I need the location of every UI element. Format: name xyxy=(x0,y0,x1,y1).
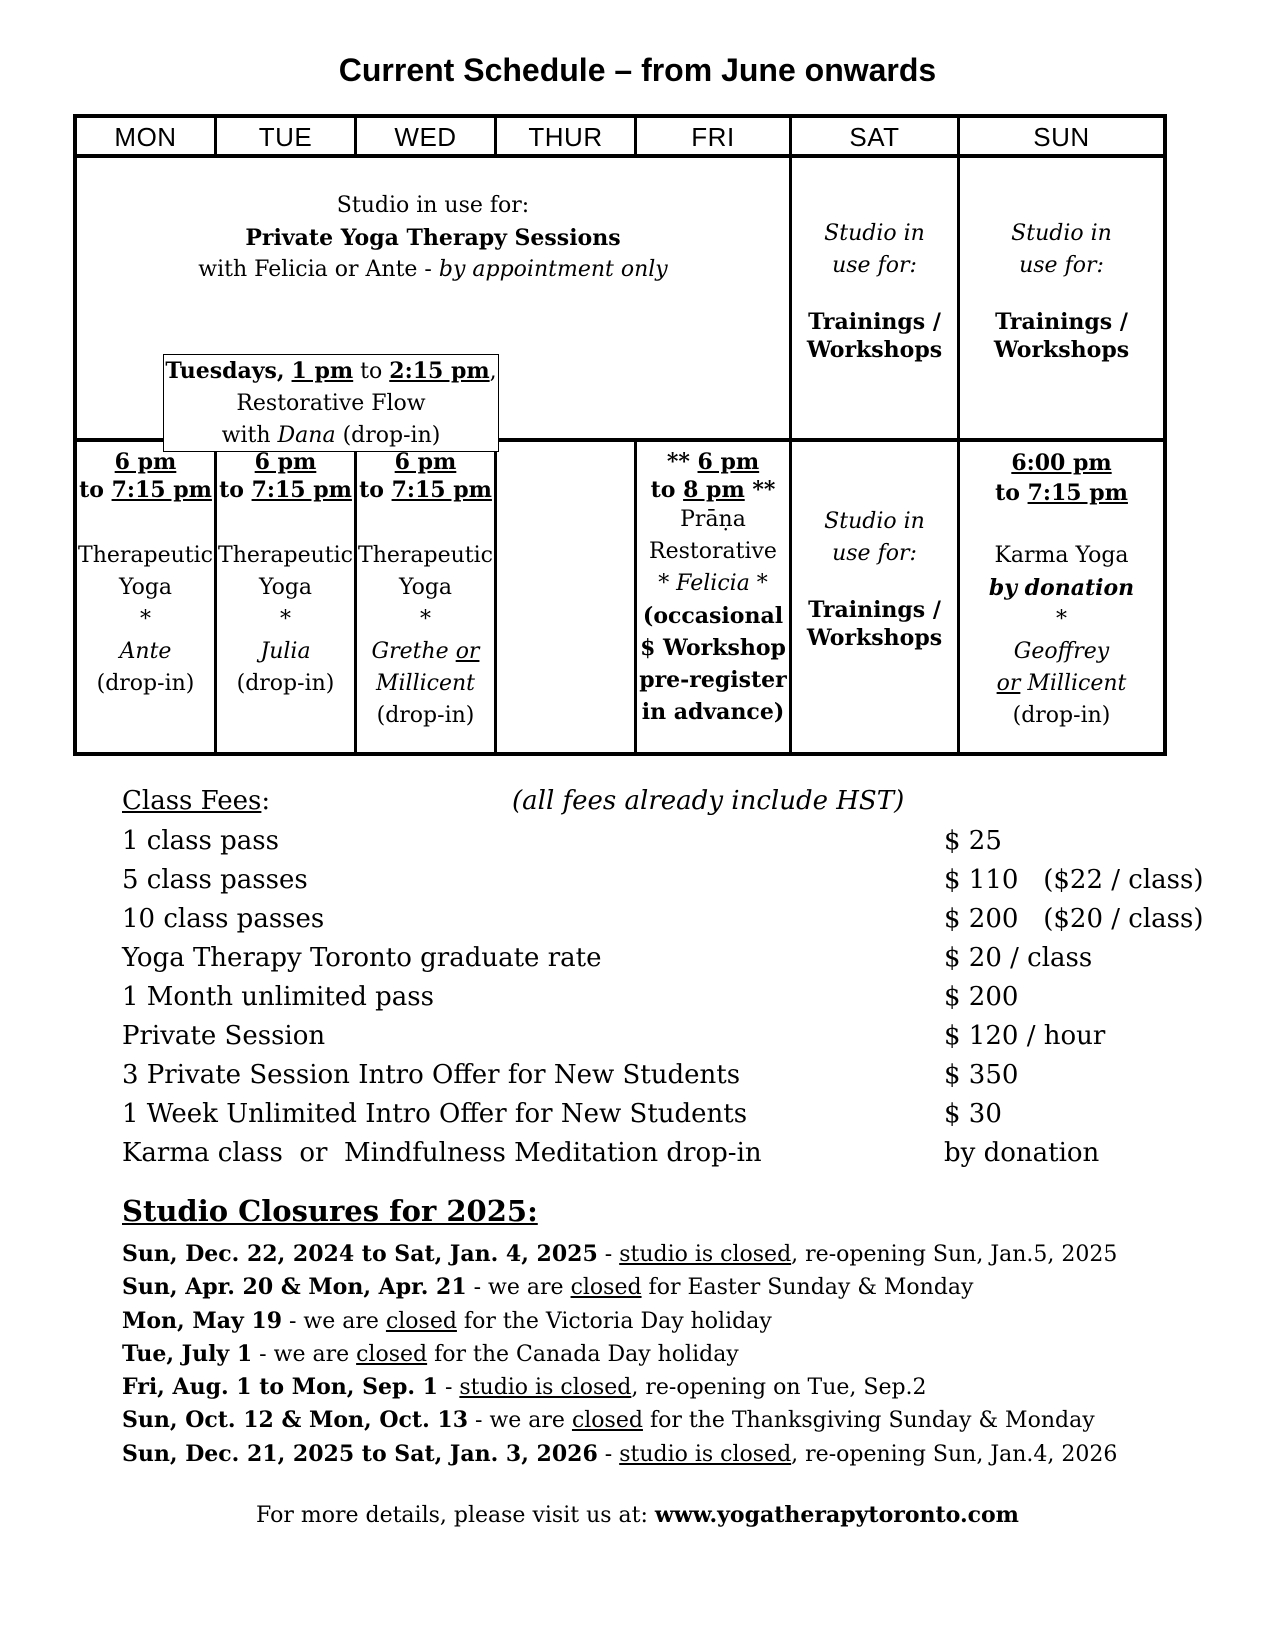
fee-row xyxy=(122,1099,1202,1138)
tue-class2: Yoga xyxy=(258,575,313,600)
tue-to: to xyxy=(219,477,252,503)
footer-text: For more details, please visit us at: xyxy=(256,1503,655,1528)
fri-stars-close: ** xyxy=(744,477,776,503)
callout-line1 xyxy=(164,355,498,388)
closure-pre: - xyxy=(597,1242,620,1267)
callout-teacher: Dana xyxy=(277,423,336,448)
weekday-line3-appointment: by appointment only xyxy=(438,257,668,282)
fee-row xyxy=(122,826,1202,865)
closure-date: Tue, July 1 xyxy=(122,1340,253,1367)
callout-end: 2:15 pm xyxy=(389,358,490,384)
closure-item xyxy=(122,1238,1117,1271)
weekday-line2: Private Yoga Therapy Sessions xyxy=(245,225,621,251)
fee-row xyxy=(122,1021,1202,1060)
tue-evening-class xyxy=(217,448,354,700)
mon-to: to xyxy=(79,477,112,503)
fee-label: Karma class or Mindfulness Meditation drop-in xyxy=(122,1138,762,1168)
fee-price: $ 350 xyxy=(944,1060,1019,1090)
fri-class2: Restorative xyxy=(649,539,777,564)
sat-evening-line3: Trainings / xyxy=(808,597,941,623)
sun-to: to xyxy=(995,480,1028,506)
callout-comma: , xyxy=(489,359,497,384)
sun-teacher2: Millicent xyxy=(1020,671,1127,696)
closure-post: for the Thanksgiving Sunday & Monday xyxy=(642,1408,1095,1434)
fri-teacher: * Felicia * xyxy=(658,571,768,596)
wed-class1: Therapeutic xyxy=(358,543,493,568)
closure-post: , re-opening Sun, Jan.4, 2026 xyxy=(791,1441,1118,1467)
sun-top-line2: use for: xyxy=(1019,253,1104,278)
fee-price: $ 200 xyxy=(944,982,1019,1012)
tue-star: * xyxy=(280,607,291,632)
tue-dropin: (drop-in) xyxy=(236,671,335,696)
mon-dropin: (drop-in) xyxy=(96,671,195,696)
sun-end: 7:15 pm xyxy=(1027,480,1128,506)
wed-to: to xyxy=(359,477,392,503)
closure-pre: - xyxy=(597,1441,620,1467)
sat-top-line3: Trainings / xyxy=(808,309,941,335)
weekday-private-sessions xyxy=(77,190,789,286)
fee-row xyxy=(122,865,1202,904)
closure-post: , re-opening on Tue, Sep.2 xyxy=(631,1375,927,1401)
closure-pre: - we are xyxy=(252,1341,357,1367)
sun-top-line3: Trainings / xyxy=(995,309,1128,335)
mon-teacher: Ante xyxy=(119,639,172,664)
weekday-line3-with: with Felicia or Ante - xyxy=(198,257,439,282)
sat-evening-line1: Studio in xyxy=(824,509,925,534)
fee-price: $ 120 / hour xyxy=(944,1021,1106,1051)
closure-date: Mon, May 19 xyxy=(122,1307,283,1334)
fee-row xyxy=(122,982,1202,1021)
schedule-table xyxy=(73,114,1167,756)
fee-price: $ 110 ($22 / class) xyxy=(944,865,1204,895)
fri-to: to xyxy=(650,477,684,503)
day-header-thur: THUR xyxy=(497,118,637,156)
sat-top-line2: use for: xyxy=(832,253,917,278)
mon-end: 7:15 pm xyxy=(111,477,212,503)
day-header-sat: SAT xyxy=(792,118,960,156)
sun-class2: by donation xyxy=(988,575,1135,601)
tue-end: 7:15 pm xyxy=(251,477,352,503)
wed-dropin: (drop-in) xyxy=(376,703,475,728)
wed-teacher1: Grethe xyxy=(371,639,456,664)
wed-star: * xyxy=(420,607,431,632)
fee-row xyxy=(122,1060,1202,1099)
fee-row xyxy=(122,904,1202,943)
callout-day: Tuesdays, xyxy=(165,358,285,384)
fee-price: $ 30 xyxy=(944,1099,1002,1129)
fri-note4: in advance) xyxy=(641,699,785,725)
sun-top-cell xyxy=(960,218,1163,364)
tue-class1: Therapeutic xyxy=(218,543,353,568)
fee-price: $ 200 ($20 / class) xyxy=(944,904,1204,934)
fee-label: 1 class pass xyxy=(122,826,279,856)
fri-note3: pre-register xyxy=(639,667,787,693)
mon-class2: Yoga xyxy=(118,575,173,600)
tue-start: 6 pm xyxy=(254,449,317,475)
closure-item xyxy=(122,1271,1117,1304)
closure-status: studio is closed xyxy=(619,1242,792,1267)
sat-top-line4: Workshops xyxy=(806,337,943,363)
sat-evening-line4: Workshops xyxy=(806,625,943,651)
closure-date: Sun, Oct. 12 & Mon, Oct. 13 xyxy=(122,1407,469,1434)
column-divider-wed-thur xyxy=(494,438,497,756)
closure-item xyxy=(122,1438,1117,1471)
callout-to: to xyxy=(353,359,390,384)
class-fees-section xyxy=(122,786,1202,1177)
fri-note1: (occasional xyxy=(642,603,784,629)
fee-label: Yoga Therapy Toronto graduate rate xyxy=(122,943,602,973)
sun-evening-class xyxy=(960,448,1163,732)
fee-label: 10 class passes xyxy=(122,904,325,934)
header-divider xyxy=(77,154,1163,158)
wed-evening-class xyxy=(357,448,494,732)
fri-class1: Prāṇa xyxy=(680,507,746,532)
fee-row xyxy=(122,943,1202,982)
sun-start: 6:00 pm xyxy=(1011,450,1112,476)
sat-top-line1: Studio in xyxy=(824,221,925,246)
weekday-line1: Studio in use for: xyxy=(336,193,530,218)
mon-evening-class xyxy=(77,448,214,700)
mon-star: * xyxy=(140,607,151,632)
fee-label: Private Session xyxy=(122,1021,326,1051)
sun-star: * xyxy=(1056,607,1067,632)
day-header-wed: WED xyxy=(357,118,497,156)
mon-class1: Therapeutic xyxy=(78,543,213,568)
fees-heading-row xyxy=(122,786,1202,826)
closure-item xyxy=(122,1338,1117,1371)
closure-item xyxy=(122,1305,1117,1338)
closure-status: studio is closed xyxy=(459,1375,632,1401)
fee-label: 1 Week Unlimited Intro Offer for New Students xyxy=(122,1099,748,1129)
fee-label: 3 Private Session Intro Offer for New Students xyxy=(122,1060,741,1090)
wed-or: or xyxy=(455,639,480,664)
footer xyxy=(0,1502,1275,1528)
day-header-tue: TUE xyxy=(217,118,357,156)
closure-date: Sun, Apr. 20 & Mon, Apr. 21 xyxy=(122,1274,467,1301)
closure-status: studio is closed xyxy=(619,1441,792,1467)
closure-post: for Easter Sunday & Monday xyxy=(641,1275,974,1301)
day-header-sun: SUN xyxy=(1033,121,1090,152)
fee-label: 5 class passes xyxy=(122,865,308,895)
closures-heading: Studio Closures for 2025: xyxy=(122,1194,538,1228)
sun-top-line1: Studio in xyxy=(1011,221,1112,246)
fee-price: $ 25 xyxy=(944,826,1002,856)
fri-end: 8 pm xyxy=(683,477,745,503)
fees-heading: Class Fees xyxy=(122,786,262,816)
fri-start: 6 pm xyxy=(697,449,760,475)
day-header-mon: MON xyxy=(77,118,217,156)
fees-heading-colon: : xyxy=(261,786,271,816)
callout-with: with xyxy=(221,423,278,448)
tue-teacher: Julia xyxy=(260,639,311,664)
callout-start: 1 pm xyxy=(291,358,354,384)
closure-item xyxy=(122,1404,1117,1437)
sun-class1: Karma Yoga xyxy=(994,543,1129,568)
fee-row xyxy=(122,1138,1202,1177)
fri-stars-open: ** xyxy=(666,449,698,475)
fri-evening-class xyxy=(637,448,789,728)
closure-status: closed xyxy=(356,1341,428,1367)
closures-list xyxy=(122,1238,1117,1471)
sun-top-line4: Workshops xyxy=(993,337,1130,363)
fri-note2: $ Workshop xyxy=(640,635,786,661)
fees-note: (all fees already include HST) xyxy=(512,786,905,816)
closure-post: for the Canada Day holiday xyxy=(427,1341,739,1367)
fee-label: 1 Month unlimited pass xyxy=(122,982,434,1012)
callout-dropin: (drop-in) xyxy=(335,423,441,448)
closure-post: for the Victoria Day holiday xyxy=(456,1308,772,1334)
wed-class2: Yoga xyxy=(398,575,453,600)
website-link[interactable]: www.yogatherapytoronto.com xyxy=(654,1502,1019,1528)
wed-start: 6 pm xyxy=(394,449,457,475)
sat-evening-cell xyxy=(792,506,957,652)
weekday-line3 xyxy=(77,254,789,286)
wed-end: 7:15 pm xyxy=(391,477,492,503)
closure-status: closed xyxy=(571,1408,643,1434)
closure-pre: - we are xyxy=(466,1275,571,1301)
sun-dropin: (drop-in) xyxy=(1012,703,1111,728)
closure-date: Sun, Dec. 21, 2025 to Sat, Jan. 3, 2026 xyxy=(122,1440,598,1467)
callout-class: Restorative Flow xyxy=(236,391,426,416)
sun-teacher1: Geoffrey xyxy=(1013,639,1110,664)
closure-date: Sun, Dec. 22, 2024 to Sat, Jan. 4, 2025 xyxy=(122,1241,598,1267)
sat-top-cell xyxy=(792,218,957,364)
closure-pre: - we are xyxy=(468,1408,572,1434)
fee-price: $ 20 / class xyxy=(944,943,1093,973)
sat-evening-line2: use for: xyxy=(832,541,917,566)
fee-price: by donation xyxy=(944,1138,1100,1168)
mon-start: 6 pm xyxy=(114,449,177,475)
closure-date: Fri, Aug. 1 to Mon, Sep. 1 xyxy=(122,1374,438,1401)
closure-pre: - xyxy=(437,1375,460,1401)
closure-post: , re-opening Sun, Jan.5, 2025 xyxy=(791,1242,1118,1267)
closure-item xyxy=(122,1371,1117,1404)
closure-status: closed xyxy=(570,1275,642,1301)
closure-status: closed xyxy=(385,1308,457,1334)
wed-teacher2: Millicent xyxy=(375,671,476,696)
sun-or: or xyxy=(996,671,1021,696)
page-title: Current Schedule – from June onwards xyxy=(338,52,937,88)
day-header-fri: FRI xyxy=(637,118,792,156)
tuesday-restorative-callout xyxy=(163,354,499,452)
closure-pre: - we are xyxy=(282,1308,386,1334)
